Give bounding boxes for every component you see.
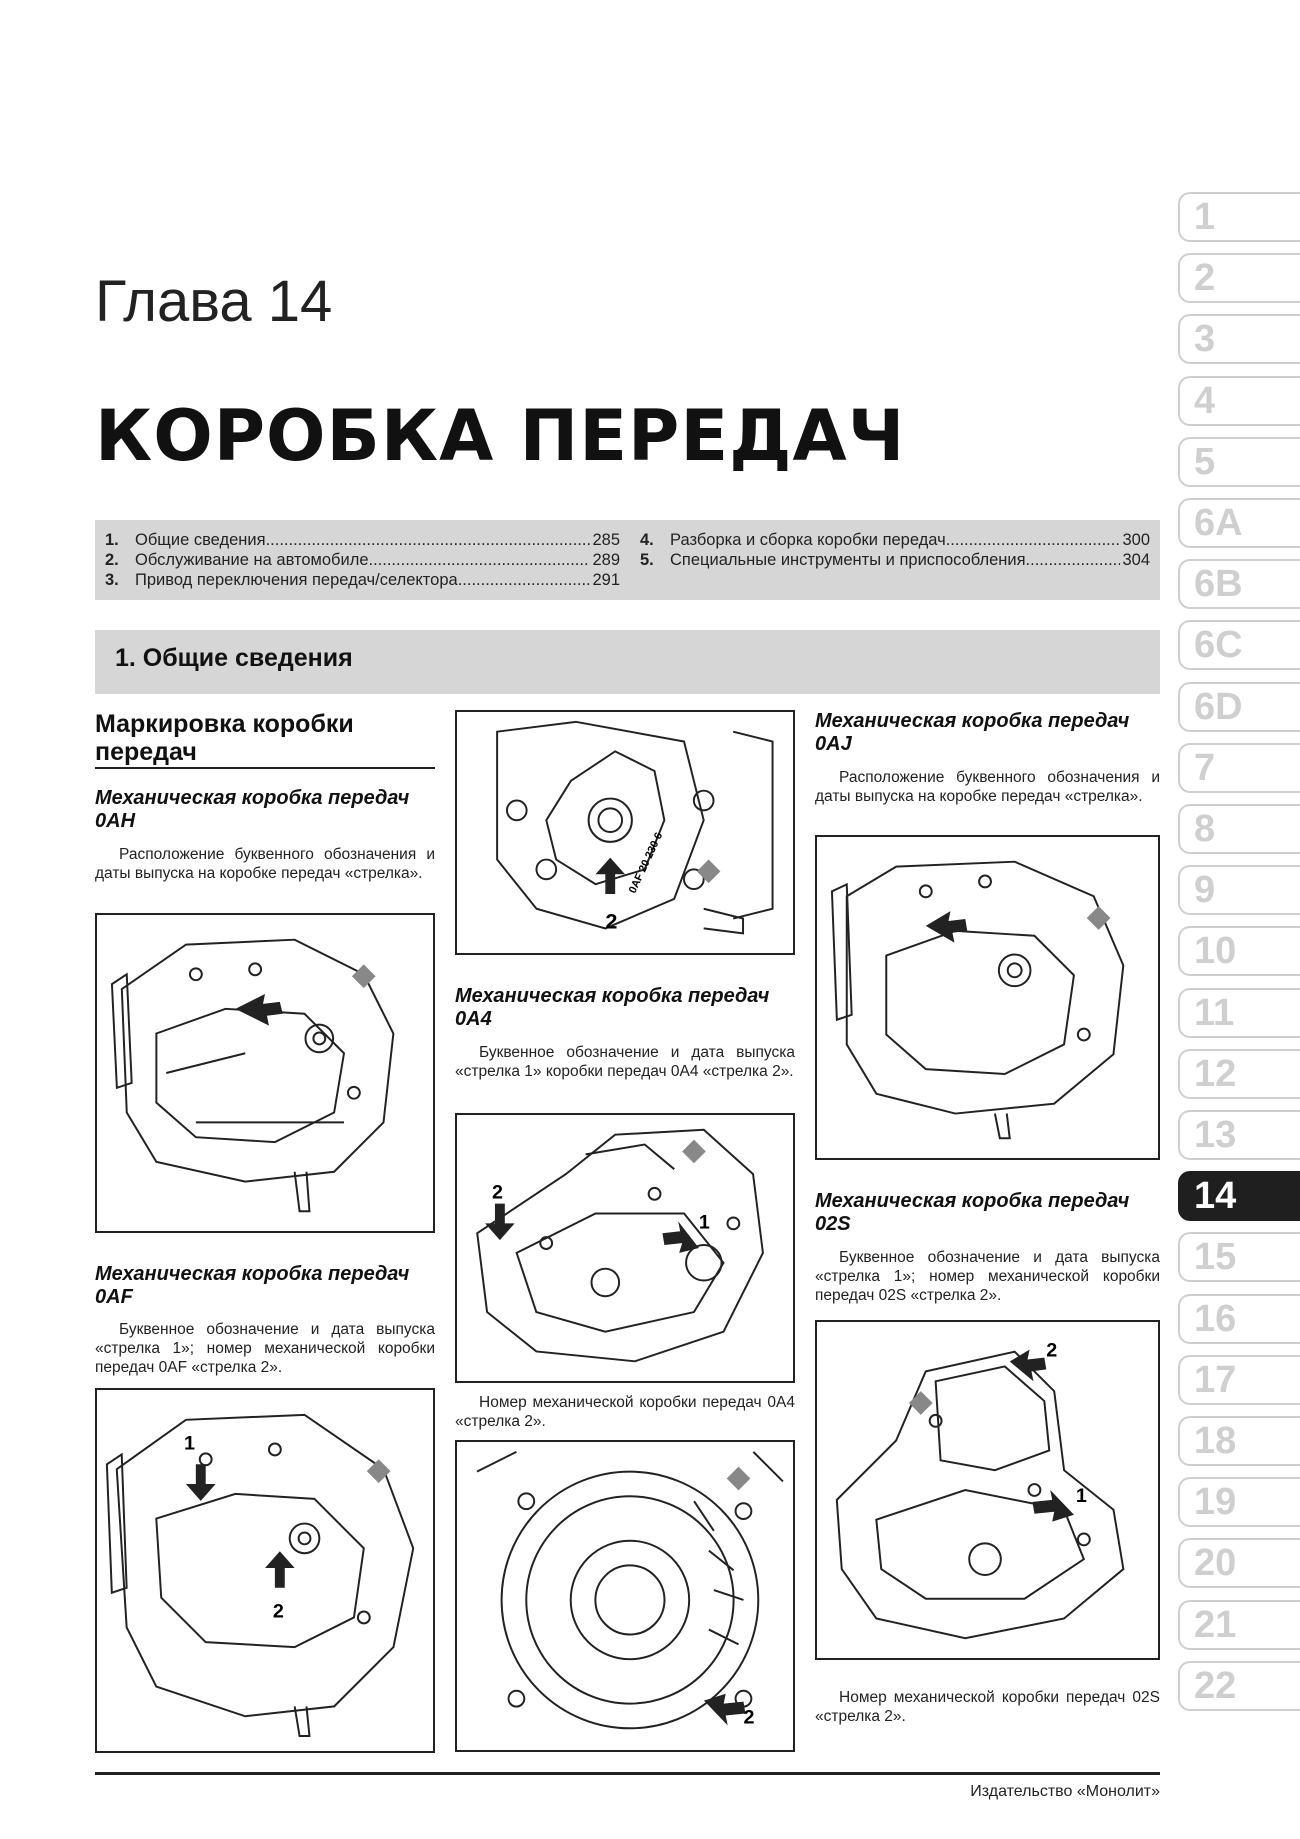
col2-subheading-0a4: Механическая коробка передач 0A4 xyxy=(455,985,770,1030)
toc-page: 285 xyxy=(592,531,620,549)
chapter-tab-7[interactable]: 7 xyxy=(1178,743,1300,793)
gearbox-02s-drawing xyxy=(817,1322,1158,1658)
col3-text-number-02s: Номер механической коробки передач 02S «стрелка 2». xyxy=(815,1689,1160,1725)
callout-2: 2 xyxy=(605,908,618,934)
gearbox-stamp: 0AF 20 230 6 xyxy=(626,830,666,896)
publisher-name: Издательство «Монолит» xyxy=(970,1783,1160,1800)
gearbox-0aj-drawing xyxy=(817,837,1158,1158)
chapter-tab-13[interactable]: 13 xyxy=(1178,1110,1300,1160)
col3-subheading-02s: Механическая коробка передач 02S xyxy=(815,1190,1130,1235)
arrow-2-icon xyxy=(265,1551,295,1588)
figure-gearbox-0a4 xyxy=(455,1113,795,1383)
col1-text-0af: Буквенное обозначение и дата выпуска «стрелка 1»; номер механической коробки передач 0AF «стрелка 2». xyxy=(95,1321,435,1376)
chapter-tab-9[interactable]: 9 xyxy=(1178,865,1300,915)
col2-text-number-0a4: Номер механической коробки передач 0A4 «стрелка 2». xyxy=(455,1394,795,1430)
toc-number: 3. xyxy=(105,571,119,589)
chapter-tab-14[interactable]: 14 xyxy=(1178,1171,1300,1221)
footer-rule xyxy=(95,1772,1160,1775)
gearbox-0ah-drawing xyxy=(97,915,433,1231)
toc-page: 304 xyxy=(1122,551,1150,569)
chapter-tab-6c[interactable]: 6C xyxy=(1178,620,1300,670)
gearbox-0af-drawing xyxy=(97,1390,433,1751)
callout-2: 2 xyxy=(743,1706,755,1729)
arrow-icon xyxy=(235,994,282,1026)
col2-text-0a4: Буквенное обозначение и дата выпуска «стрелка 1» коробки передач 0A4 «стрелка 2». xyxy=(455,1044,795,1080)
toc-entry[interactable] xyxy=(105,530,620,550)
chapter-tab-1[interactable]: 1 xyxy=(1178,192,1300,242)
col1-text-0ah: Расположение буквенного обозначения и даты выпуска на коробке передач «стрелка». xyxy=(95,846,435,882)
toc-title: Привод переключения передач/селектора xyxy=(135,571,458,589)
chapter-tab-17[interactable]: 17 xyxy=(1178,1355,1300,1405)
toc-right-column xyxy=(640,530,1150,570)
toc-leader xyxy=(369,550,591,570)
callout-2: 2 xyxy=(492,1181,503,1204)
section-header xyxy=(95,630,1160,694)
toc-title: Разборка и сборка коробки передач xyxy=(670,531,946,549)
gearbox-0a4-number-drawing xyxy=(457,1442,793,1750)
chapter-tab-6b[interactable]: 6B xyxy=(1178,559,1300,609)
callout-1: 1 xyxy=(698,1211,710,1234)
toc-number: 2. xyxy=(105,551,119,569)
figure-gearbox-02s xyxy=(815,1320,1160,1660)
toc-page: 289 xyxy=(592,551,620,569)
chapter-tab-15[interactable]: 15 xyxy=(1178,1232,1300,1282)
toc-entry[interactable] xyxy=(640,550,1150,570)
chapter-tab-5[interactable]: 5 xyxy=(1178,437,1300,487)
logo-icon xyxy=(909,1391,933,1415)
figure-gearbox-0aj xyxy=(815,835,1160,1160)
chapter-tab-8[interactable]: 8 xyxy=(1178,804,1300,854)
chapter-tab-2[interactable]: 2 xyxy=(1178,253,1300,303)
chapter-tab-10[interactable]: 10 xyxy=(1178,926,1300,976)
figure-gearbox-0a4-number xyxy=(455,1440,795,1752)
logo-icon xyxy=(727,1467,751,1491)
gearbox-0a4-drawing xyxy=(457,1115,793,1381)
toc-number: 5. xyxy=(640,551,654,569)
toc-left-column xyxy=(105,530,620,590)
arrow-1-icon xyxy=(186,1464,216,1501)
gearbox-stamp-drawing xyxy=(457,712,793,953)
chapter-tab-11[interactable]: 11 xyxy=(1178,988,1300,1038)
chapter-tab-21[interactable]: 21 xyxy=(1178,1600,1300,1650)
col1-divider xyxy=(95,767,435,769)
toc-title: Общие сведения xyxy=(135,531,266,549)
col1-subheading-0af: Механическая коробка передач 0AF xyxy=(95,1263,410,1308)
toc-entry[interactable] xyxy=(105,570,620,590)
toc-leader xyxy=(946,530,1121,550)
toc-number: 4. xyxy=(640,531,654,549)
toc-entry[interactable] xyxy=(105,550,620,570)
col1-subheading-0ah: Механическая коробка передач 0AH xyxy=(95,787,410,832)
chapter-tab-20[interactable]: 20 xyxy=(1178,1538,1300,1588)
toc-leader xyxy=(458,570,591,590)
figure-gearbox-0af xyxy=(95,1388,435,1753)
col3-text-0aj: Расположение буквенного обозначения и даты выпуска на коробке передач «стрелка». xyxy=(815,769,1160,805)
figure-gearbox-0ah xyxy=(95,913,435,1233)
col3-subheading-0aj: Механическая коробка передач 0AJ xyxy=(815,710,1130,755)
callout-2: 2 xyxy=(1046,1339,1058,1362)
section-title: 1. Общие сведения xyxy=(115,644,353,672)
col1-heading: Маркировка коробки передач xyxy=(95,710,354,766)
col3-text-02s: Буквенное обозначение и дата выпуска «стрелка 1»; номер механической коробки передач 02S «стрелка 2». xyxy=(815,1249,1160,1304)
toc-entry[interactable] xyxy=(640,530,1150,550)
chapter-tab-19[interactable]: 19 xyxy=(1178,1477,1300,1527)
logo-icon xyxy=(352,964,376,988)
toc-number: 1. xyxy=(105,531,119,549)
arrow-icon xyxy=(926,911,967,943)
toc-page: 300 xyxy=(1122,531,1150,549)
figure-gearbox-0af-stamp xyxy=(455,710,795,955)
toc-page: 291 xyxy=(592,571,620,589)
logo-icon xyxy=(682,1140,706,1164)
arrow-2-icon xyxy=(485,1204,515,1240)
chapter-tab-4[interactable]: 4 xyxy=(1178,376,1300,426)
callout-1: 1 xyxy=(183,1432,195,1455)
logo-icon xyxy=(697,860,721,884)
chapter-tab-16[interactable]: 16 xyxy=(1178,1294,1300,1344)
callout-2: 2 xyxy=(272,1600,284,1623)
toc-leader xyxy=(1026,550,1121,570)
chapter-tab-6a[interactable]: 6A xyxy=(1178,498,1300,548)
toc-title: Специальные инструменты и приспособления xyxy=(670,551,1026,569)
toc-leader xyxy=(266,530,591,550)
chapter-tab-12[interactable]: 12 xyxy=(1178,1049,1300,1099)
chapter-title: КОРОБКА ПЕРЕДАЧ xyxy=(95,395,906,477)
chapter-label: Глава 14 xyxy=(95,269,333,334)
chapter-tab-3[interactable]: 3 xyxy=(1178,314,1300,364)
chapter-tab-6d[interactable]: 6D xyxy=(1178,682,1300,732)
table-of-contents xyxy=(95,520,1160,600)
chapter-tab-18[interactable]: 18 xyxy=(1178,1416,1300,1466)
toc-title: Обслуживание на автомобиле xyxy=(135,551,369,569)
chapter-tab-22[interactable]: 22 xyxy=(1178,1661,1300,1711)
callout-1: 1 xyxy=(1075,1484,1087,1507)
arrow-2-icon xyxy=(704,1694,745,1726)
